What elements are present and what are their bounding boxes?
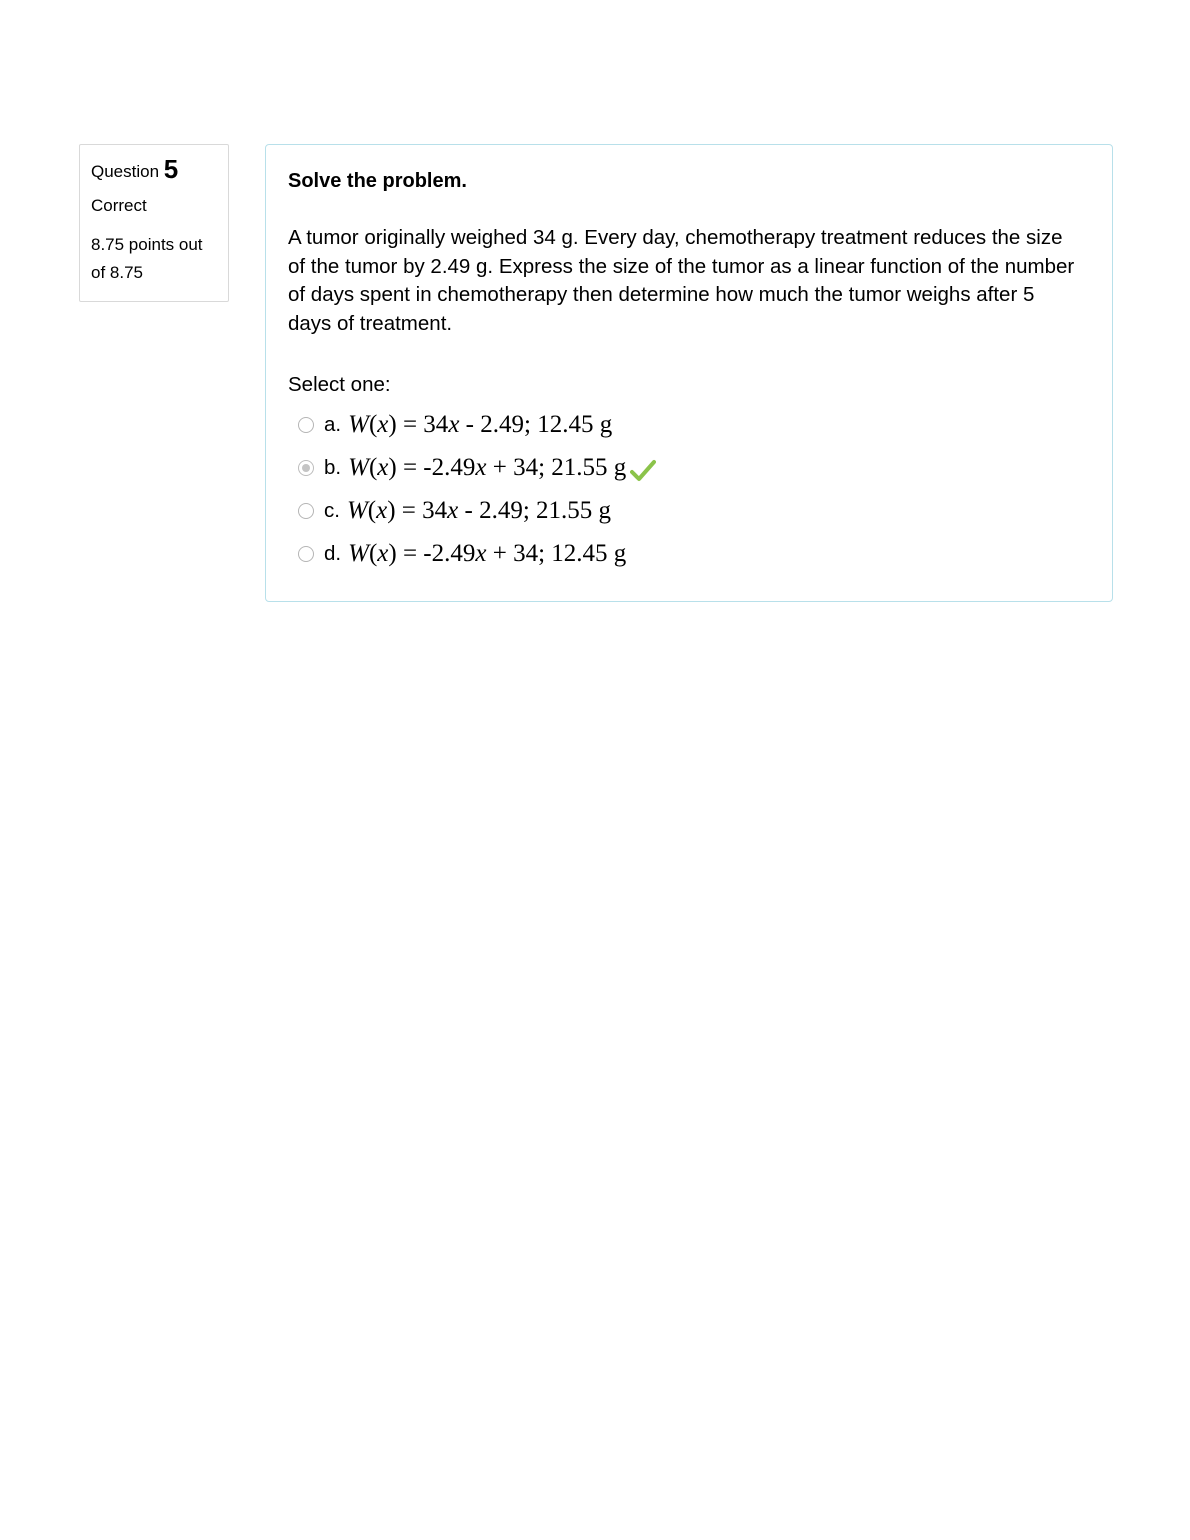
select-prompt: Select one: [288,373,391,396]
question-heading: Solve the problem. [288,170,467,192]
question-info [79,144,229,302]
answer-letter: a. [324,412,342,436]
answer-text: W(x) = -2.49x + 34; 12.45 g [348,539,627,567]
answer-letter: b. [324,455,342,479]
radio-button[interactable] [298,503,314,519]
answer-letter: c. [324,498,340,522]
answer-option-c[interactable] [298,489,1090,532]
answer-text: W(x) = 34x - 2.49; 21.55 g [346,496,612,524]
question-state: Correct [91,196,147,215]
answer-option-d[interactable] [298,532,1090,575]
radio-button[interactable] [298,417,314,433]
answer-list [288,403,1090,575]
question-number-line [91,156,217,185]
answer-option-a[interactable] [298,403,1090,446]
question-grade: 8.75 points out of 8.75 [91,235,203,282]
question-content [265,144,1113,602]
answer-text: W(x) = -2.49x + 34; 21.55 g [348,453,627,481]
question-text: A tumor originally weighed 34 g. Every day, chemotherapy treatment reduces the size of the tumor by 2.49 g. Express the size of the tumor as a linear function of the number of days spent in chemotherapy then determine how much the tumor weighs after 5 days of treatment. [288,226,1075,335]
answer-text: W(x) = 34x - 2.49; 12.45 g [348,410,613,438]
radio-button-selected[interactable] [298,460,314,476]
radio-button[interactable] [298,546,314,562]
question-label: Question [91,162,160,181]
answer-option-b[interactable] [298,446,1090,489]
answer-letter: d. [324,541,342,565]
question-number: 5 [163,154,179,184]
checkmark-icon [630,459,656,483]
